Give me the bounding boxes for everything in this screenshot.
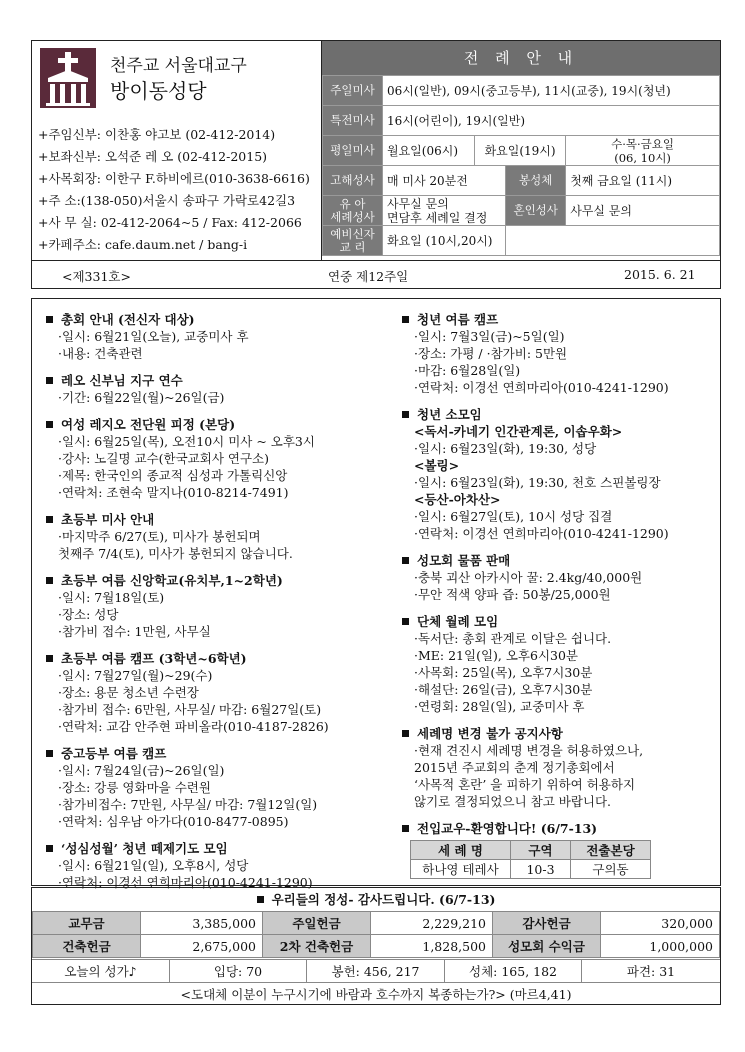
bullet-square-icon <box>402 411 409 418</box>
section-line: ·일시: 6월21일(오늘), 교중미사 후 <box>58 329 249 344</box>
staff-council-president: +사목회장: 이한구 F.하비에르(010-3638-6616) <box>38 171 310 186</box>
section-line: ·장소: 성당 <box>58 607 119 622</box>
transfer-header-parish: 전출본당 <box>571 841 651 860</box>
section-line: ·사목회: 25일(목), 오후7시30분 <box>414 665 593 680</box>
offering-value: 2,229,210 <box>371 912 493 935</box>
hymn-recessional: 파견: 31 <box>626 964 676 979</box>
section-line: ‘사목적 혼란’ 을 피하기 위하여 허용하지 <box>414 777 636 792</box>
section-line: <등산-아차산> <box>414 492 501 507</box>
section-line: ·일시: 6월21일(일), 오후8시, 성당 <box>58 858 249 873</box>
section-line: ·참가비접수: 7만원, 사무실/ 마감: 7월12일(일) <box>58 797 318 812</box>
offering-value: 320,000 <box>601 912 720 935</box>
offering-label: 주일헌금 <box>263 912 371 935</box>
section-title: 레오 신부님 지구 연수 <box>46 372 398 389</box>
section-line: ·마지막주 6/27(토), 미사가 봉헌되며 <box>58 529 261 544</box>
catechumen-value: 화요일 (10시,20시) <box>383 226 506 256</box>
bullet-square-icon <box>46 377 53 384</box>
section-line: ·일시: 6월23일(화), 19:30, 천호 스핀볼링장 <box>414 475 661 490</box>
liturgy-schedule-title: 전 례 안 내 <box>322 41 720 75</box>
eve-mass-label: 특전미사 <box>323 106 383 136</box>
hymn-entrance: 입당: 70 <box>170 960 307 983</box>
section-title: 청년 여름 캠프 <box>402 311 717 328</box>
staff-address: +주 소:(138-050)서울시 송파구 가락로42길3 <box>38 193 296 208</box>
section-title: 초등부 미사 안내 <box>46 511 398 528</box>
section-line: ·독서단: 총회 관계로 이달은 쉽니다. <box>414 631 612 646</box>
section-line: ·연령회: 28일(일), 교중미사 후 <box>414 699 585 714</box>
sunday-mass-label: 주일미사 <box>323 76 383 106</box>
bulletin-date: 2015. 6. 21 <box>624 267 696 282</box>
confession-value: 매 미사 20분전 <box>383 166 506 196</box>
confession-label: 고해성사 <box>323 166 383 196</box>
offering-label: 감사헌금 <box>493 912 601 935</box>
section-line: ·연락처: 교감 안주현 파비올라(010-4187-2826) <box>58 719 329 734</box>
parish-name: 방이동성당 <box>110 79 207 103</box>
issue-number: <제331호> <box>62 269 131 284</box>
section-line: ·연락처: 심우남 아가다(010-8477-0895) <box>58 814 289 829</box>
bullet-square-icon <box>402 316 409 323</box>
section-line: ·마감: 6월28일(일) <box>414 363 521 378</box>
diocese-name: 천주교 서울대교구 <box>110 56 247 76</box>
section-line: ·일시: 6월25일(목), 오전10시 미사 ~ 오후3시 <box>58 434 315 449</box>
section-line: ·충북 괴산 아카시아 꿀: 2.4kg/40,000원 <box>414 570 643 585</box>
section-line: ·장소: 가평 / ·참가비: 5만원 <box>414 346 568 361</box>
section-title: 성모회 물품 판매 <box>402 552 717 569</box>
weekday-mass-monday: 월요일(06시) <box>383 136 475 166</box>
section-line: ·장소: 용문 청소년 수련장 <box>58 685 199 700</box>
section-line: <볼링> <box>414 458 460 473</box>
bulletin-header <box>31 40 721 289</box>
catechumen-label: 예비신자 교 리 <box>323 226 383 256</box>
adoration-label: 봉성체 <box>506 166 566 196</box>
offering-value: 1,828,500 <box>371 935 493 958</box>
marriage-label: 혼인성사 <box>506 196 566 226</box>
offering-label: 교무금 <box>33 912 141 935</box>
bullet-square-icon <box>46 421 53 428</box>
offering-label: 건축헌금 <box>33 935 141 958</box>
bullet-square-icon <box>257 896 264 903</box>
section-line: ·해설단: 26일(금), 오후7시30분 <box>414 682 593 697</box>
infant-baptism-value: 사무실 문의 면담후 세례일 결정 <box>383 196 506 226</box>
section-title: 중고등부 여름 캠프 <box>46 745 398 762</box>
scripture-quote: <도대체 이분이 누구시기에 바람과 호수까지 복종하는가?> (마르4,41) <box>32 982 720 1005</box>
bullet-square-icon <box>402 825 409 832</box>
hymn-label: 오늘의 성가♪ <box>32 960 170 983</box>
section-line: ·연락처: 이경선 연희마리아(010-4241-1290) <box>414 526 669 541</box>
section-title: 여성 레지오 전단원 피정 (본당) <box>46 416 398 433</box>
bullet-square-icon <box>46 577 53 584</box>
section-title: 총회 안내 (전신자 대상) <box>46 311 398 328</box>
section-title: 단체 월례 모임 <box>402 613 717 630</box>
section-line: ·참가비 접수: 1만원, 사무실 <box>58 624 211 639</box>
section-line: ·내용: 건축관련 <box>58 346 143 361</box>
offering-label: 2차 건축헌금 <box>263 935 371 958</box>
weekday-mass-tuesday: 화요일(19시) <box>475 136 566 166</box>
offering-value: 2,675,000 <box>141 935 263 958</box>
bullet-square-icon <box>46 750 53 757</box>
section-line: ·일시: 7월24일(금)~26일(일) <box>58 763 225 778</box>
offering-value: 3,385,000 <box>141 912 263 935</box>
transfer-header-district: 구역 <box>511 841 571 860</box>
section-line: ·ME: 21일(일), 오후6시30분 <box>414 648 578 663</box>
liturgy-schedule-table <box>322 75 720 256</box>
section-line: 않기로 결정되었으니 참고 바랍니다. <box>414 794 612 809</box>
staff-pastor: +주임신부: 이찬홍 야고보 (02-412-2014) <box>38 127 276 142</box>
staff-assistant: +보좌신부: 오석준 레 오 (02-412-2015) <box>38 149 268 164</box>
marriage-value: 사무실 문의 <box>566 196 720 226</box>
bullet-square-icon <box>402 730 409 737</box>
section-title: 세례명 변경 불가 공지사항 <box>402 725 717 742</box>
transfer-header-name: 세 례 명 <box>411 841 511 860</box>
section-line: ·일시: 7월18일(토) <box>58 590 165 605</box>
section-line: ·연락처: 이경선 연희마리아(010-4241-1290) <box>414 380 669 395</box>
weekday-mass-wed-fri: 수·목·금요일 (06, 10시) <box>566 136 720 166</box>
section-title: ‘성심성월’ 청년 떼제기도 모임 <box>46 840 398 857</box>
section-title: 초등부 여름 신앙학교(유치부,1~2학년) <box>46 572 398 589</box>
weekday-mass-label: 평일미사 <box>323 136 383 166</box>
hymn-communion: 성체: 165, 182 <box>445 960 582 983</box>
right-announcements <box>402 311 717 879</box>
bullet-square-icon <box>402 557 409 564</box>
section-line: ·연락처: 조현숙 말지나(010-8214-7491) <box>58 485 289 500</box>
hymn-offertory: 봉헌: 456, 217 <box>307 960 445 983</box>
bullet-square-icon <box>402 618 409 625</box>
liturgical-week: 연중 제12주일 <box>328 269 409 284</box>
sunday-mass-value: 06시(일반), 09시(중고등부), 11시(교중), 19시(청년) <box>383 76 720 106</box>
bullet-square-icon <box>46 516 53 523</box>
section-line: ·제목: 한국인의 종교적 심성과 가톨릭신앙 <box>58 468 288 483</box>
offering-label: 성모회 수익금 <box>493 935 601 958</box>
transfer-district: 10-3 <box>511 860 571 879</box>
section-line: 2015년 주교회의 춘계 정기총회에서 <box>414 760 615 775</box>
staff-office-phone: +사 무 실: 02-412-2064~5 / Fax: 412-2066 <box>38 215 302 230</box>
section-line: ·장소: 강릉 영화마을 수련원 <box>58 780 211 795</box>
section-line: ·강사: 노길명 교수(한국교회사 연구소) <box>58 451 269 466</box>
infant-baptism-label: 유 아 세례성사 <box>323 196 383 226</box>
announcements-frame <box>31 298 721 890</box>
section-line: ·현재 견진시 세례명 변경을 허용하였으나, <box>414 743 644 758</box>
offering-section <box>31 887 721 1005</box>
transfer-table <box>410 840 651 879</box>
section-line: ·기간: 6월22일(월)~26일(금) <box>58 390 225 405</box>
section-line: ·일시: 7월27일(월)~29(수) <box>58 668 213 683</box>
offering-table <box>32 911 720 958</box>
issue-info-row <box>32 260 720 289</box>
adoration-value: 첫째 금요일 (11시) <box>566 166 720 196</box>
section-line: ·연락처: 이경선 연희마리아(010-4241-1290) <box>58 875 313 890</box>
transfer-parish: 구의동 <box>571 860 651 879</box>
section-line: ·일시: 6월27일(토), 10시 성당 집결 <box>414 509 613 524</box>
left-announcements <box>46 311 398 891</box>
church-info-panel <box>32 41 322 260</box>
section-line: 첫째주 7/4(토), 미사가 봉헌되지 않습니다. <box>58 546 293 561</box>
section-line: <독서-카네기 인간관계론, 이솝우화> <box>414 424 623 439</box>
section-line: ·무안 적색 양파 즙: 50봉/25,000원 <box>414 587 611 602</box>
bullet-square-icon <box>46 655 53 662</box>
section-line: ·일시: 7월3일(금)~5일(일) <box>414 329 565 344</box>
section-line: ·일시: 6월23일(화), 19:30, 성당 <box>414 441 597 456</box>
bullet-square-icon <box>46 316 53 323</box>
staff-cafe-address: +카페주소: cafe.daum.net / bang-i <box>38 237 248 252</box>
section-title: 청년 소모임 <box>402 406 717 423</box>
offering-title: 우리들의 정성- 감사드립니다. (6/7-13) <box>32 888 720 911</box>
hymn-row <box>32 959 720 982</box>
church-logo-icon <box>40 48 96 108</box>
bullet-square-icon <box>46 845 53 852</box>
section-title: 초등부 여름 캠프 (3학년~6학년) <box>46 650 398 667</box>
eve-mass-value: 16시(어린이), 19시(일반) <box>383 106 720 136</box>
transfer-name: 하나영 테레사 <box>411 860 511 879</box>
section-line: ·참가비 접수: 6만원, 사무실/ 마감: 6월27일(토) <box>58 702 322 717</box>
transfer-title: 전입교우-환영합니다! (6/7-13) <box>402 820 717 837</box>
offering-value: 1,000,000 <box>601 935 720 958</box>
